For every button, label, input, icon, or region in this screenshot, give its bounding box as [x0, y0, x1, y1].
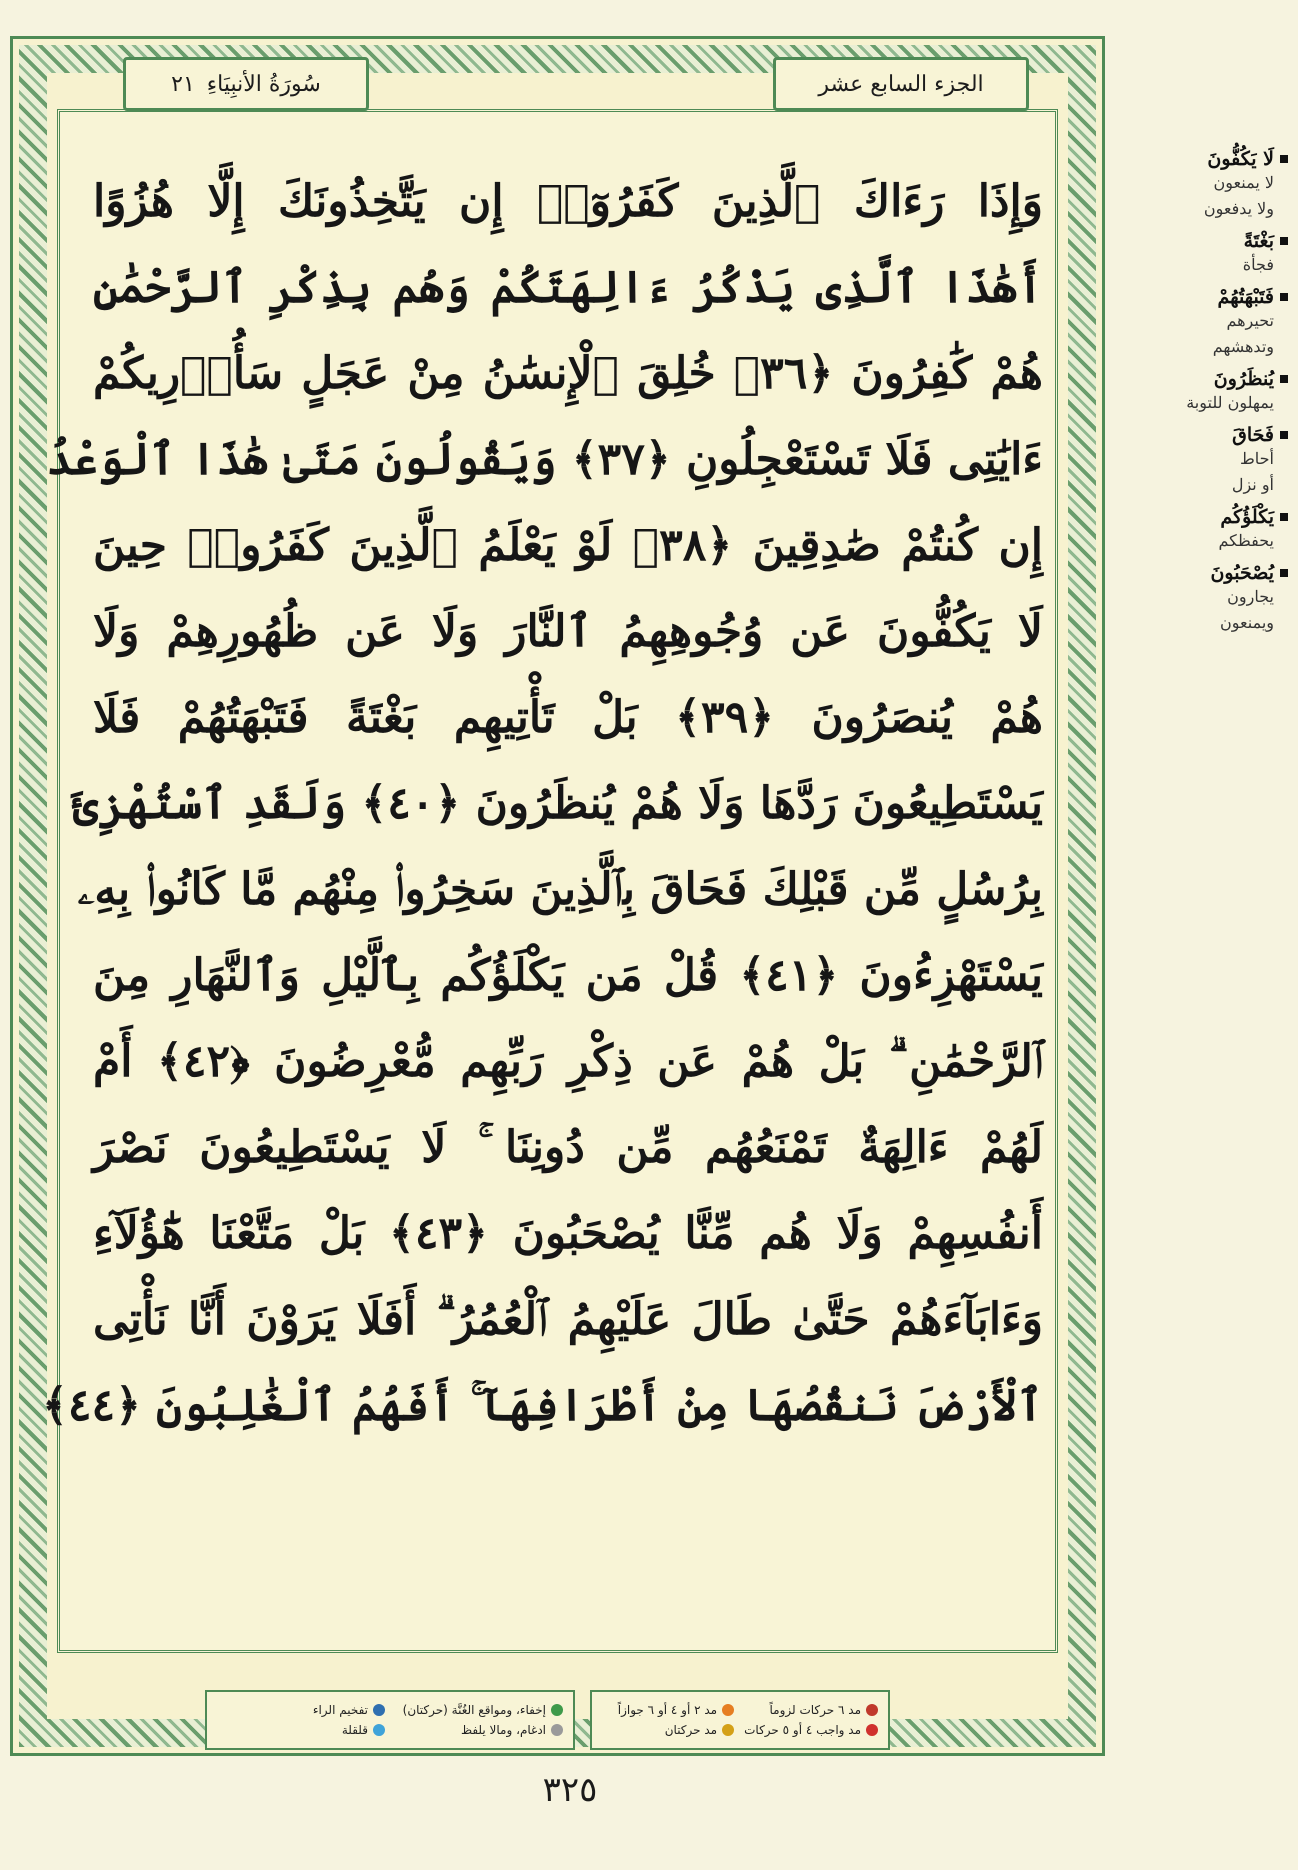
glossary-meaning: أو نزل — [1231, 475, 1274, 494]
page-number: ٣٢٥ — [542, 1770, 598, 1810]
color-dot-icon — [722, 1724, 734, 1736]
surah-name: سُورَةُ الأنبِيَاءِ — [206, 71, 321, 97]
verse-line: بِرُسُلٍ مِّن قَبْلِكَ فَحَاقَ بِٱلَّذِينَ سَخِرُوا۟ مِنْهُم مَّا كَانُوا۟ بِهِۦ — [77, 864, 1043, 915]
verse-line: يَسْتَهْزِءُونَ ﴿٤١﴾ قُلْ مَن يَكْلَؤُكُم بِٱلَّيْلِ وَٱلنَّهَارِ مِنَ — [93, 950, 1043, 1001]
tajweed-legend-rules — [205, 1690, 575, 1750]
glossary-item — [1118, 368, 1288, 416]
glossary-word: يُنظَرُونَ — [1213, 368, 1274, 390]
glossary-word: بَغْتَةً — [1243, 230, 1274, 252]
glossary-item — [1118, 506, 1288, 554]
square-bullet-icon — [1280, 431, 1288, 439]
verse-block — [42, 159, 1043, 1449]
verse-line: ءَايَٰتِى فَلَا تَسْتَعْجِلُونِ ﴿٣٧﴾ وَيَقُولُونَ مَتَىٰ هَٰذَا ٱلْوَعْدُ — [46, 434, 1043, 485]
color-dot-icon — [866, 1724, 878, 1736]
glossary-item — [1118, 148, 1288, 222]
verse-line: ٱلْأَرْضَ نَنقُصُهَا مِنْ أَطْرَافِهَآ ۚ أَفَهُمُ ٱلْغَٰلِبُونَ ﴿٤٤﴾ — [42, 1380, 1043, 1431]
legend-entry: مد واجب ٤ أو ٥ حركات — [744, 1723, 878, 1737]
legend-entry: إخفاء، ومواقع الغُنَّة (حركتان) — [395, 1703, 563, 1717]
square-bullet-icon — [1280, 513, 1288, 521]
juz-name: الجزء السابع عشر — [818, 71, 984, 97]
square-bullet-icon — [1280, 155, 1288, 163]
color-dot-icon — [373, 1724, 385, 1736]
glossary-word: فَحَاقَ — [1232, 424, 1274, 446]
legend-entry: مد حركتان — [602, 1723, 734, 1737]
verse-line: أَهَٰذَا ٱلَّذِى يَذْكُرُ ءَالِهَتَكُمْ وَهُم بِذِكْرِ ٱلرَّحْمَٰنِ — [93, 262, 1043, 313]
verse-line: إِن كُنتُمْ صَٰدِقِينَ ﴿٣٨﴾ لَوْ يَعْلَمُ ٱلَّذِينَ كَفَرُوا۟ حِينَ — [93, 520, 1043, 571]
glossary-word: يَكْلَؤُكُم — [1220, 506, 1274, 528]
page-frame — [10, 36, 1105, 1756]
verse-line: هُمْ كَٰفِرُونَ ﴿٣٦﴾ خُلِقَ ٱلْإِنسَٰنُ مِنْ عَجَلٍ سَأُو۟رِيكُمْ — [93, 348, 1043, 399]
color-dot-icon — [373, 1704, 385, 1716]
surah-number: ٢١ — [171, 71, 195, 97]
glossary-word: فَتَبْهَتُهُمْ — [1217, 286, 1274, 308]
square-bullet-icon — [1280, 375, 1288, 383]
verse-line: لَهُمْ ءَالِهَةٌ تَمْنَعُهُم مِّن دُونِنَا ۚ لَا يَسْتَطِيعُونَ نَصْرَ — [93, 1122, 1043, 1173]
legend-entry: تفخيم الراء — [217, 1703, 385, 1717]
verse-line: ٱلرَّحْمَٰنِ ۗ بَلْ هُمْ عَن ذِكْرِ رَبِّهِم مُّعْرِضُونَ ﴿٤٢﴾ أَمْ — [93, 1036, 1043, 1087]
glossary-meaning: أحاط — [1239, 449, 1274, 468]
surah-cartouche — [123, 57, 369, 111]
verse-line: لَا يَكُفُّونَ عَن وُجُوهِهِمُ ٱلنَّارَ وَلَا عَن ظُهُورِهِمْ وَلَا — [93, 606, 1043, 657]
verse-line: هُمْ يُنصَرُونَ ﴿٣٩﴾ بَلْ تَأْتِيهِم بَغْتَةً فَتَبْهَتُهُمْ فَلَا — [93, 692, 1043, 743]
glossary-item — [1118, 424, 1288, 498]
color-dot-icon — [866, 1704, 878, 1716]
glossary-item — [1118, 562, 1288, 636]
glossary-meaning: فجأة — [1242, 255, 1274, 274]
glossary-meaning: يحفظكم — [1218, 531, 1274, 550]
glossary-word: لَا يَكُفُّونَ — [1207, 148, 1274, 170]
tajweed-legend-madd — [590, 1690, 890, 1750]
legend-entry: قلقلة — [217, 1723, 385, 1737]
glossary-meaning: يجارون — [1227, 587, 1274, 606]
glossary-meaning: تحيرهم — [1226, 311, 1274, 330]
square-bullet-icon — [1280, 293, 1288, 301]
glossary-meaning: وتدهشهم — [1212, 337, 1274, 356]
glossary-meaning: ولا يدفعون — [1203, 199, 1274, 218]
verse-line: وَإِذَا رَءَاكَ ٱلَّذِينَ كَفَرُوٓا۟ إِن يَتَّخِذُونَكَ إِلَّا هُزُوًا — [93, 176, 1043, 227]
glossary — [1118, 148, 1288, 644]
glossary-meaning: ويمنعون — [1220, 613, 1274, 632]
verse-line: أَنفُسِهِمْ وَلَا هُم مِّنَّا يُصْحَبُونَ ﴿٤٣﴾ بَلْ مَتَّعْنَا هَٰٓؤُلَآءِ — [93, 1208, 1043, 1259]
legend-entry: ادغام، ومالا يلفظ — [395, 1723, 563, 1737]
glossary-item — [1118, 286, 1288, 360]
square-bullet-icon — [1280, 237, 1288, 245]
verse-line: يَسْتَطِيعُونَ رَدَّهَا وَلَا هُمْ يُنظَرُونَ ﴿٤٠﴾ وَلَقَدِ ٱسْتُهْزِئَ — [72, 778, 1043, 829]
color-dot-icon — [551, 1704, 563, 1716]
glossary-meaning: يمهلون للتوبة — [1186, 393, 1274, 412]
color-dot-icon — [551, 1724, 563, 1736]
verse-line: وَءَابَآءَهُمْ حَتَّىٰ طَالَ عَلَيْهِمُ ٱلْعُمُرُ ۗ أَفَلَا يَرَوْنَ أَنَّا نَأْتِى — [93, 1294, 1043, 1345]
glossary-meaning: لا يمنعون — [1213, 173, 1274, 192]
glossary-item — [1118, 230, 1288, 278]
color-dot-icon — [722, 1704, 734, 1716]
square-bullet-icon — [1280, 569, 1288, 577]
glossary-word: يُصْحَبُونَ — [1210, 562, 1274, 584]
legend-entry: مد ٦ حركات لزوماً — [744, 1703, 878, 1717]
juz-cartouche — [773, 57, 1029, 111]
legend-entry: مد ٢ أو ٤ أو ٦ جوازاً — [602, 1703, 734, 1717]
